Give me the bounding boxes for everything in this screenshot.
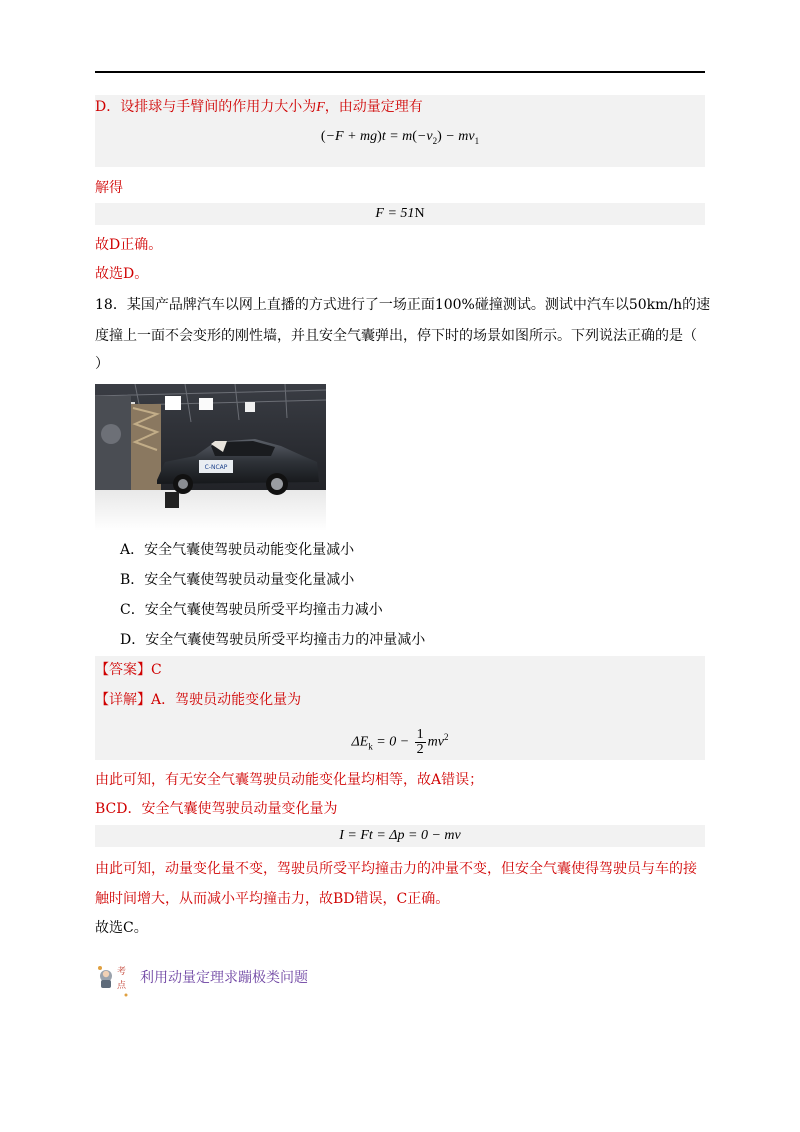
conclusion-bcd-1: 由此可知，动量变化量不变，驾驶员所受平均撞击力的冲量不变，但安全气囊使得驾驶员与车的接 [95, 861, 697, 877]
answer-label: 【答案】 [95, 662, 151, 678]
equation-momentum-theorem: $(-F + mg)t = m(-v_2) - mv_1$ [320, 129, 480, 146]
crash-test-illustration [95, 384, 326, 531]
section-d-prefix: D．设排球与手臂间的作用力大小为 [95, 99, 317, 115]
kaodian-icon [95, 962, 135, 998]
option-a: A．安全气囊使驾驶员动能变化量减小 [120, 542, 355, 558]
question-line-2: 度撞上一面不会变形的刚性墙，并且安全气囊弹出，停下时的场景如图所示。下列说法正确的是（ [95, 328, 697, 344]
result-text: 故D正确。 [95, 237, 163, 253]
section-d-line [95, 97, 423, 118]
crash-test-photo [95, 384, 326, 531]
answer-line [95, 660, 162, 680]
section-d-var: F [316, 100, 325, 115]
detail-label: 【详解】 [95, 692, 151, 708]
option-d: D．安全气囊使驾驶员所受平均撞击力的冲量减小 [120, 632, 426, 648]
option-c: C．安全气囊使驾驶员所受平均撞击力减小 [120, 602, 383, 618]
photo-label: C-NCAP [204, 464, 228, 471]
detail-line-bcd: BCD．安全气囊使驾驶员动量变化量为 [95, 801, 338, 817]
equation-force-result: F = 51N [375, 206, 425, 221]
section-d-suffix: ，由动量定理有 [324, 99, 423, 115]
solve-label: 解得 [95, 180, 123, 196]
option-b: B．安全气囊使驾驶员动量变化量减小 [120, 572, 355, 588]
choose-prev: 故选D。 [95, 266, 149, 282]
conclusion-a: 由此可知，有无安全气囊驾驶员动能变化量均相等，故A错误； [95, 772, 484, 788]
question-text-1: 某国产品牌汽车以网上直播的方式进行了一场正面100%碰撞测试。测试中汽车以50km/h的速 [126, 297, 711, 313]
kaodian-icon-char-2: 点 [117, 981, 127, 991]
answer-value: C [151, 662, 162, 678]
final-answer: 故选C。 [95, 920, 148, 936]
header-rule [95, 71, 705, 73]
conclusion-bcd-2: 触时间增大，从而减小平均撞击力，故BD错误，C正确。 [95, 891, 450, 907]
question-number: 18． [95, 297, 127, 313]
kaodian-icon-char-1: 考 [117, 967, 127, 977]
kaodian-text: 利用动量定理求蹦极类问题 [140, 970, 308, 986]
equation-impulse: I = Ft = Δp = 0 − mv [339, 828, 461, 843]
detail-line-a [95, 690, 301, 710]
equation-kinetic-energy: $\Delta E_k = 0$ − $\frac{1}{2}$ $mv^2$ [351, 726, 449, 757]
question-line-3: ） [95, 356, 109, 372]
detail-a-text: A．驾驶员动能变化量为 [151, 692, 302, 708]
question-line-1 [95, 295, 710, 315]
